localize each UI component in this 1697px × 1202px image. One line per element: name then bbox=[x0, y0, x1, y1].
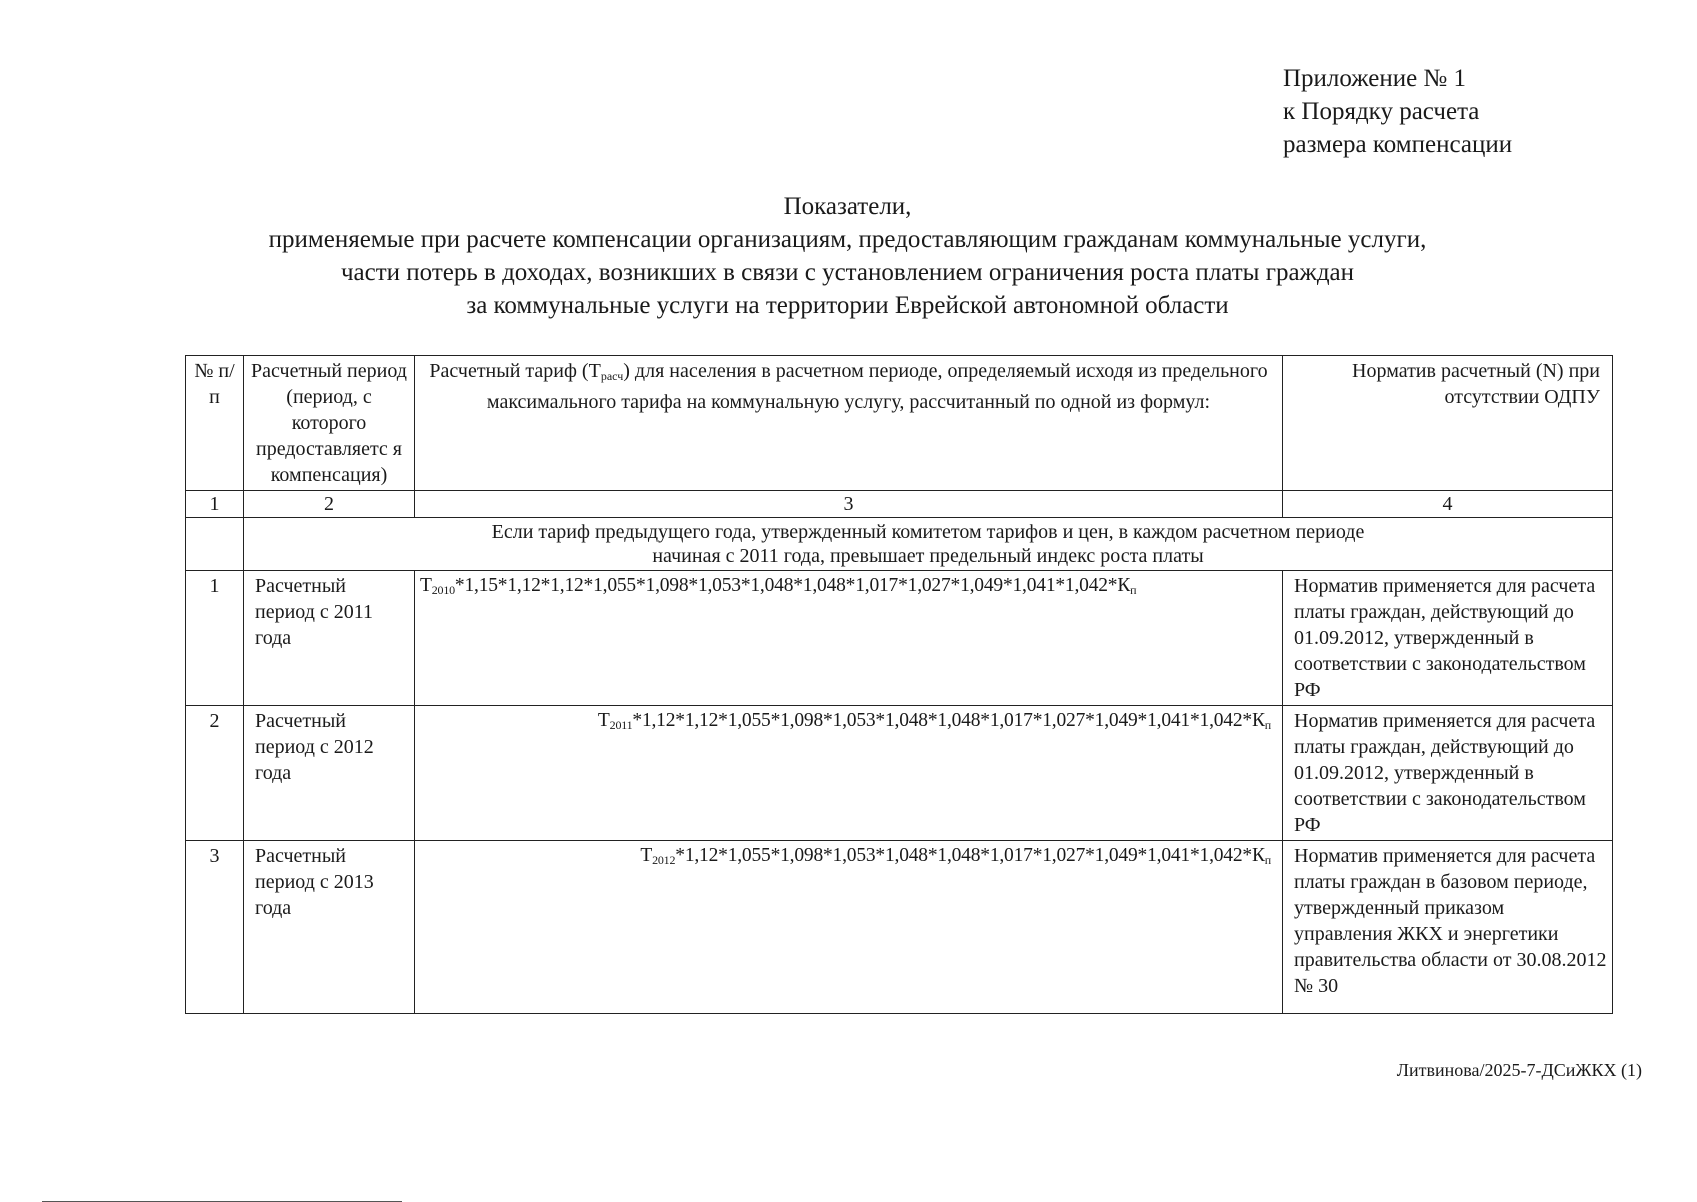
header-tariff: Расчетный тариф $(Т_{расч})$ для населения в расчетном периоде, определяемый исходя из предельного максимального тарифа на коммунальную услугу, рассчитанный по одной из формул: bbox=[415, 356, 1283, 491]
column-number: 4 bbox=[1283, 491, 1613, 518]
row-number: 3 bbox=[186, 841, 244, 1014]
column-number-row bbox=[186, 491, 1613, 518]
indicators-table bbox=[185, 355, 1613, 1014]
column-number: 3 bbox=[415, 491, 1283, 518]
condition-row bbox=[186, 518, 1613, 571]
appendix-header bbox=[1283, 62, 1512, 161]
row-period: Расчетный период с 2012 года bbox=[244, 706, 415, 841]
row-period: Расчетный период с 2011 года bbox=[244, 571, 415, 706]
row-formula: $Т_{2011}*1,12*1,12*1,055*1,098*1,053*1,048*1,048*1,017*1,027*1,049*1,041*1,042*К_п$ bbox=[415, 706, 1283, 841]
header-norm: Норматив расчетный (N) при отсутствии ОДПУ bbox=[1283, 356, 1613, 491]
row-norm: Норматив применяется для расчета платы граждан в базовом периоде, утвержденный приказом управления ЖКХ и энергетики правительства области от 30.08.2012 № 30 bbox=[1283, 841, 1613, 1014]
table-row bbox=[186, 706, 1613, 841]
column-number: 2 bbox=[244, 491, 415, 518]
table-row bbox=[186, 571, 1613, 706]
condition-line-1: Если тариф предыдущего года, утвержденный комитетом тарифов и цен, в каждом расчетном периоде bbox=[491, 521, 1365, 543]
condition-line-2: начиная с 2011 года, превышает предельный индекс роста платы bbox=[652, 545, 1204, 567]
condition-empty-cell bbox=[186, 518, 244, 571]
title-heading: Показатели, bbox=[783, 193, 912, 220]
row-number: 1 bbox=[186, 571, 244, 706]
header-period: Расчетный период (период, с которого предоставляетс я компенсация) bbox=[244, 356, 415, 491]
document-title bbox=[150, 190, 1545, 322]
row-norm: Норматив применяется для расчета платы граждан, действующий до 01.09.2012, утвержденный в соответствии с законодательством РФ bbox=[1283, 571, 1613, 706]
row-period: Расчетный период с 2013 года bbox=[244, 841, 415, 1014]
row-formula: $Т_{2010}*1,15*1,12*1,12*1,055*1,098*1,053*1,048*1,048*1,017*1,027*1,049*1,041*1,042*К_п$ bbox=[415, 571, 1283, 706]
header-number: № п/п bbox=[186, 356, 244, 491]
table-header-row bbox=[186, 356, 1613, 491]
table-row bbox=[186, 841, 1613, 1014]
appendix-line-1: Приложение № 1 bbox=[1283, 65, 1467, 92]
condition-text bbox=[244, 518, 1613, 571]
row-formula: $Т_{2012}*1,12*1,055*1,098*1,053*1,048*1,048*1,017*1,027*1,049*1,041*1,042*К_п$ bbox=[415, 841, 1283, 1014]
row-norm: Норматив применяется для расчета платы граждан, действующий до 01.09.2012, утвержденный в соответствии с законодательством РФ bbox=[1283, 706, 1613, 841]
appendix-line-2: к Порядку расчета bbox=[1283, 98, 1480, 125]
column-number: 1 bbox=[186, 491, 244, 518]
title-line-2: части потерь в доходах, возникших в связи с установлением ограничения роста платы граждан bbox=[340, 259, 1355, 286]
title-line-3: за коммунальные услуги на территории Еврейской автономной области bbox=[466, 292, 1229, 319]
document-footer-code: Литвинова/2025-7-ДСиЖКХ (1) bbox=[1396, 1060, 1642, 1080]
title-line-1: применяемые при расчете компенсации организациям, предоставляющим гражданам коммунальные услуги, bbox=[268, 226, 1427, 253]
appendix-line-3: размера компенсации bbox=[1283, 131, 1513, 158]
row-number: 2 bbox=[186, 706, 244, 841]
